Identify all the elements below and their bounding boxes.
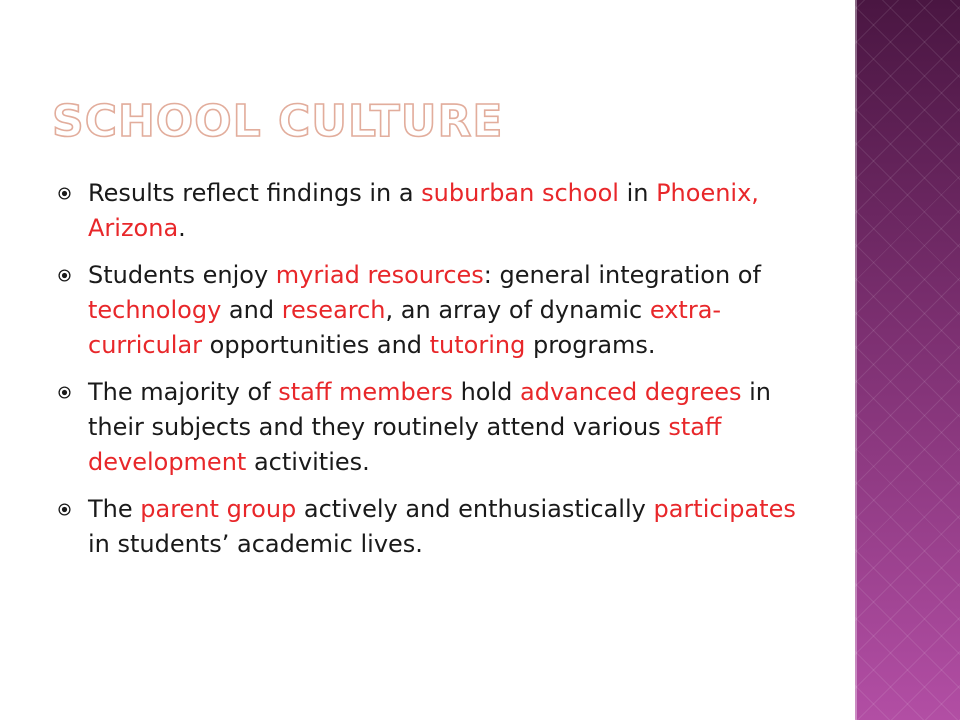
bullet-item xyxy=(58,492,798,562)
bullet-text: The parent group actively and enthusiastically participates in students’ academic lives. xyxy=(88,495,796,558)
slide-title: SCHOOL CULTURE xyxy=(52,96,504,147)
target-bullet-icon xyxy=(58,269,71,282)
target-bullet-icon xyxy=(58,386,71,399)
bullet-item xyxy=(58,176,798,246)
bullet-item xyxy=(58,375,798,480)
bullet-list xyxy=(58,176,798,574)
bullet-text: Results reflect findings in a suburban school in Phoenix, Arizona. xyxy=(88,179,759,242)
bullet-item xyxy=(58,258,798,363)
decorative-side-panel xyxy=(855,0,960,720)
target-bullet-icon xyxy=(58,187,71,200)
bullet-text: Students enjoy myriad resources: general integration of technology and research, an array of dynamic extra-curricular opportunities and tutoring programs. xyxy=(88,261,761,359)
target-bullet-icon xyxy=(58,503,71,516)
bullet-text: The majority of staff members hold advanced degrees in their subjects and they routinely attend various staff development activities. xyxy=(88,378,772,476)
